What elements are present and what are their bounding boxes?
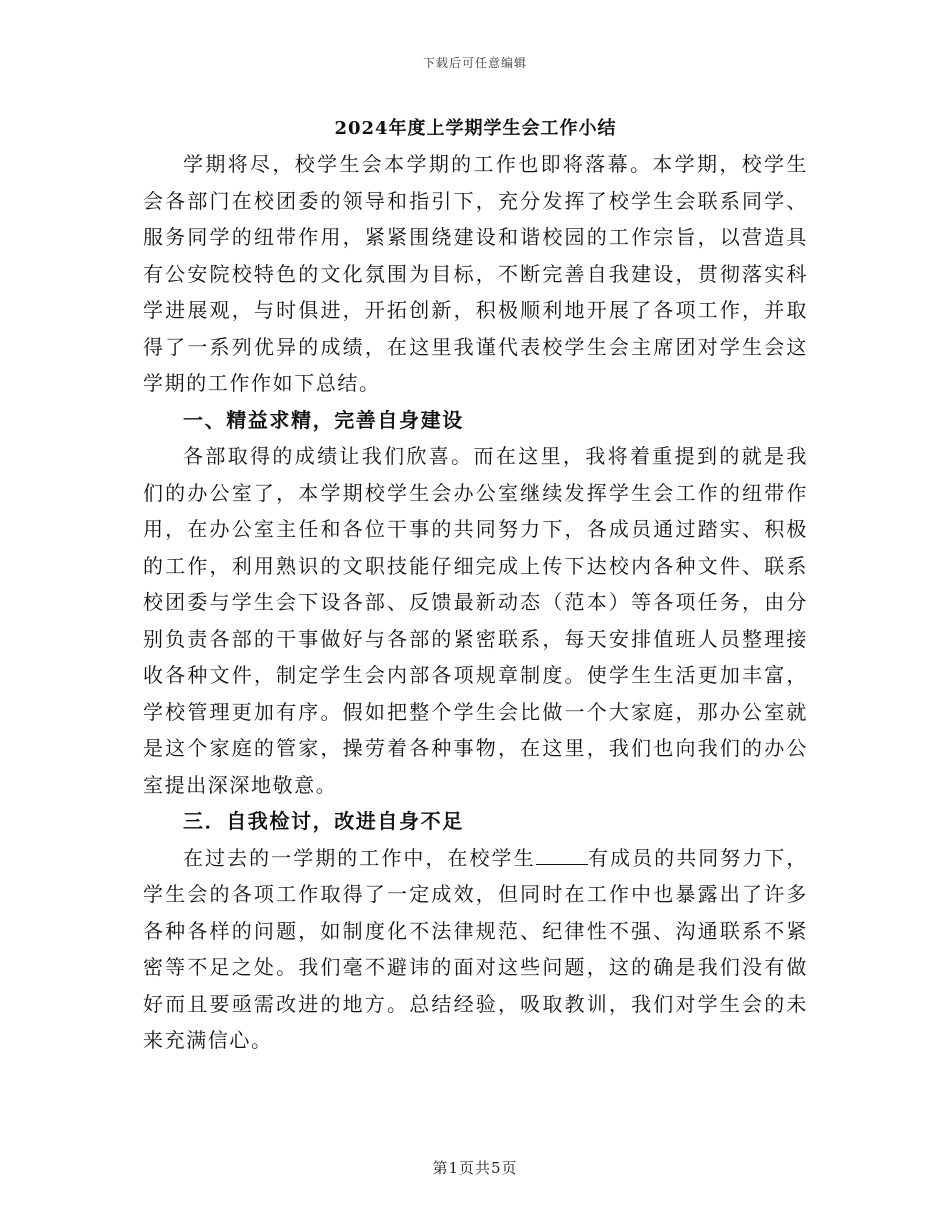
section-3-paragraph	[143, 840, 808, 1059]
section-1-heading: 一、精益求精，完善自身建设	[183, 407, 464, 432]
page-number: 第1页共5页	[432, 1159, 518, 1177]
intro-paragraph: 学期将尽，校学生会本学期的工作也即将落幕。本学期，校学生会各部门在校团委的领导和指引下，充分发挥了校学生会联系同学、服务同学的纽带作用，紧紧围绕建设和谐校园的工作宗旨，以营造具有公安院校特色的文化氛围为目标，不断完善自我建设，贯彻落实科学进展观，与时俱进，开拓创新，积极顺利地开展了各项工作，并取得了一系列优异的成绩，在这里我谨代表校学生会主席团对学生会这学期的工作作如下总结。	[143, 152, 808, 395]
header-note: 下载后可任意编辑	[422, 56, 527, 70]
section-3-text-after-blank: 有成员的共同努力下，学生会的各项工作取得了一定成效，但同时在工作中也暴露出了许多各种各样的问题，如制度化不法律规范、纪律性不强、沟通联系不紧密等不足之处。我们毫不避讳的面对这些问题，这的确是我们没有做好而且要亟需改进的地方。总结经验，吸取教训，我们对学生会的未来充满信心。	[143, 845, 808, 1052]
section-1-paragraph: 各部取得的成绩让我们欣喜。而在这里，我将着重提到的就是我们的办公室了，本学期校学生会办公室继续发挥学生会工作的纽带作用，在办公室主任和各位干事的共同努力下，各成员通过踏实、积极的工作，利用熟识的文职技能仔细完成上传下达校内各种文件、联系校团委与学生会下设各部、反馈最新动态（范本）等各项任务，由分别负责各部的干事做好与各部的紧密联系，每天安排值班人员整理接收各种文件，制定学生会内部各项规章制度。使学生生活更加丰富，学校管理更加有序。假如把整个学生会比做一个大家庭，那办公室就是这个家庭的管家，操劳着各种事物，在这里，我们也向我们的办公室提出深深地敬意。	[143, 444, 808, 797]
section-3-text-before-blank: 在过去的一学期的工作中，在校学生	[183, 845, 536, 870]
document-title: 2024年度上学期学生会工作小结	[334, 118, 617, 139]
blank-underline	[536, 846, 588, 865]
document-body	[143, 112, 808, 1059]
section-3-heading: 三．自我检讨，改进自身不足	[183, 809, 464, 833]
